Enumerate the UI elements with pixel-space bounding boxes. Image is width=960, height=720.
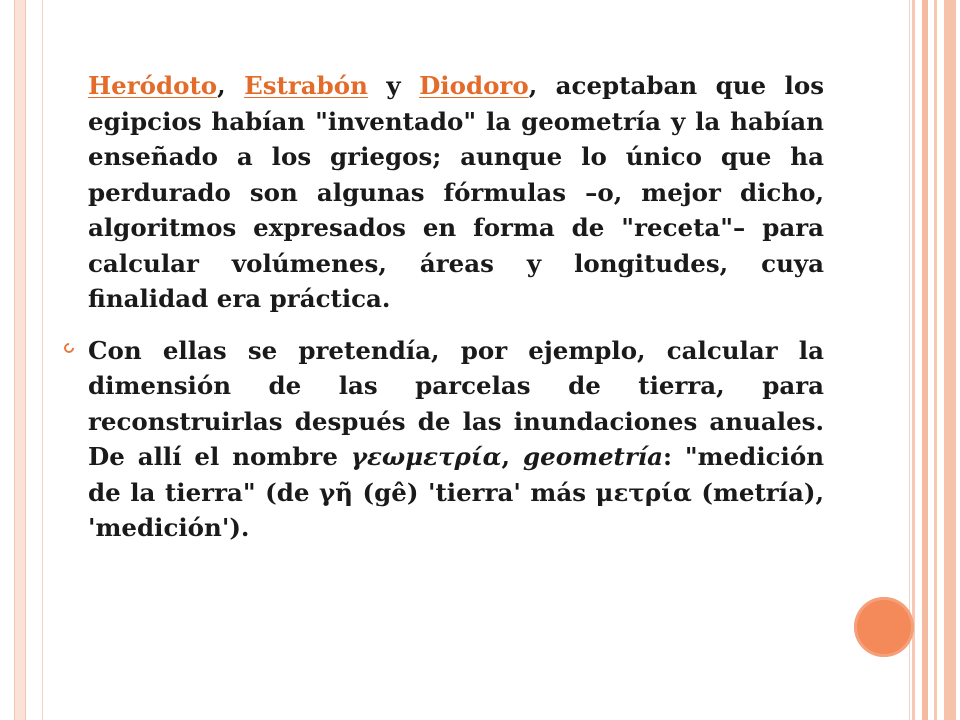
- link-herodoto[interactable]: Heródoto: [88, 71, 218, 100]
- right-frame-line-4: [944, 0, 956, 720]
- greek-word: γεωμετρία: [350, 442, 502, 471]
- paragraph-1: [88, 68, 824, 317]
- paragraph-2-text-b: : "medición de la tierra" (de γῆ (gê) 'tierra' más μετρία (metría), 'medición').: [88, 442, 825, 542]
- separator-2: y: [367, 71, 420, 100]
- italic-word: geometría: [522, 442, 663, 471]
- paragraph-2-text-a: Con ellas se pretendía, por ejemplo, calcular la dimensión de las parcelas de tierra, para reconstruirlas después de las inundaciones anuales. De allí el nombre: [88, 335, 824, 471]
- link-estrabon[interactable]: Estrabón: [244, 71, 368, 100]
- separator-1: ,: [217, 71, 245, 100]
- right-frame-line-1: [912, 0, 915, 720]
- paragraph-1-text: , aceptaban que los egipcios habían "inventado" la geometría y la habían enseñado a los griegos; aunque lo único que ha perdurado son algunas fórmulas –o, mejor dicho, algoritmos expresados en forma de "receta"– para calcular volúmenes, áreas y longitudes, cuya finalidad era práctica.: [88, 71, 825, 313]
- link-diodoro[interactable]: Diodoro: [419, 71, 529, 100]
- right-frame-line-2: [922, 0, 928, 720]
- slide-body: [88, 68, 824, 546]
- decorative-circle: [854, 597, 914, 657]
- right-frame-line-3: [934, 0, 937, 720]
- separator-3: ,: [501, 442, 523, 471]
- left-frame-band: [14, 0, 26, 720]
- paragraph-2: [88, 333, 824, 546]
